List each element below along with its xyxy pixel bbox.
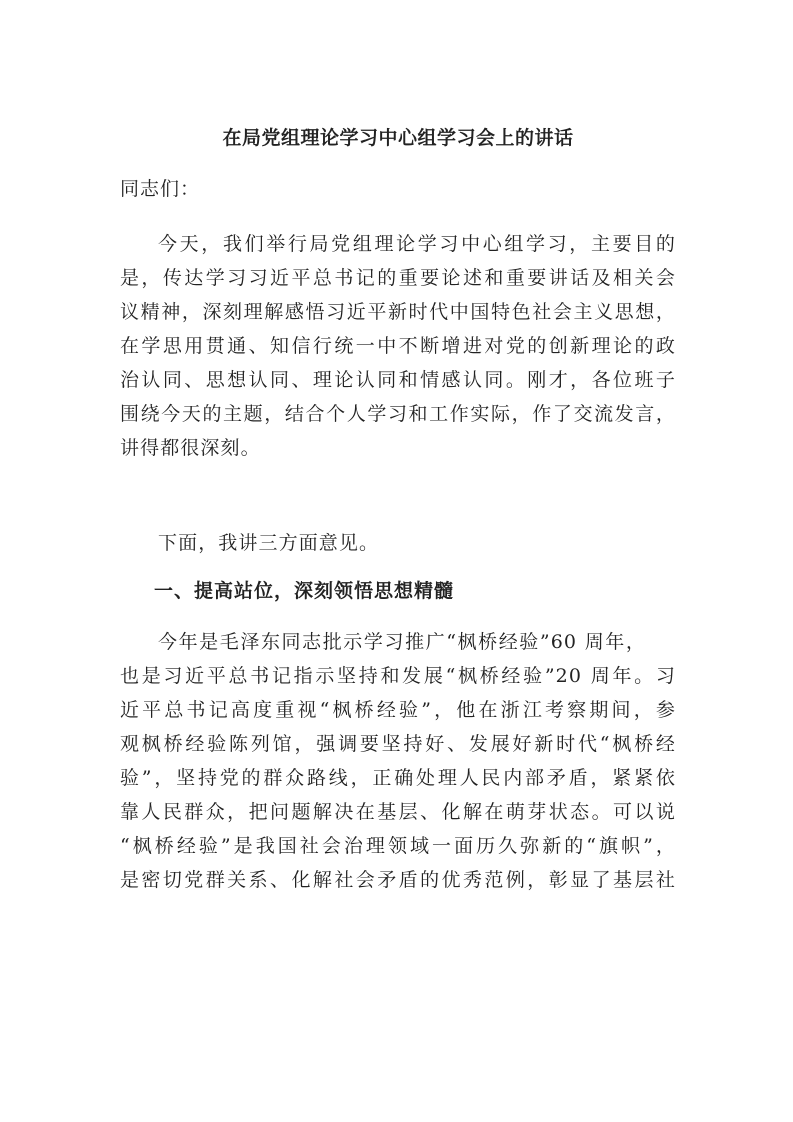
paragraph-opening (120, 227, 676, 465)
document-title: 在局党组理论学习中心组学习会上的讲话 (222, 127, 574, 149)
paragraph-line: 也是习近平总书记指示坚持和发展“枫桥经验”20 周年。习 (120, 665, 676, 687)
paragraph-line: 靠人民群众，把问题解决在基层、化解在萌芽状态。可以说 (120, 801, 676, 823)
paragraph-line: 验”，坚持党的群众路线，正确处理人民内部矛盾，紧紧依 (120, 767, 676, 789)
paragraph-line: 讲得都很深刻。 (120, 437, 261, 459)
section-heading-1: 一、提高站位，深刻领悟思想精髓 (154, 580, 455, 602)
paragraph-section-1 (120, 625, 676, 897)
paragraph-line: 今天，我们举行局党组理论学习中心组学习，主要目的 (158, 233, 676, 255)
paragraph-line: 下面，我讲三方面意见。 (158, 532, 380, 554)
paragraph-line: 观枫桥经验陈列馆，强调要坚持好、发展好新时代“枫桥经 (120, 733, 676, 755)
salutation: 同志们： (120, 178, 201, 200)
paragraph-line: “枫桥经验”是我国社会治理领域一面历久弥新的“旗帜”， (120, 835, 676, 857)
paragraph-line: 治认同、思想认同、理论认同和情感认同。刚才，各位班子 (120, 369, 676, 391)
paragraph-line: 今年是毛泽东同志批示学习推广“枫桥经验”60 周年， (158, 631, 646, 653)
paragraph-line: 围绕今天的主题，结合个人学习和工作实际，作了交流发言， (120, 403, 676, 425)
paragraph-line: 在学思用贯通、知信行统一中不断增进对党的创新理论的政 (120, 335, 676, 357)
paragraph-line: 是，传达学习习近平总书记的重要论述和重要讲话及相关会 (120, 267, 676, 289)
paragraph-intro (120, 526, 676, 560)
paragraph-line: 近平总书记高度重视“枫桥经验”，他在浙江考察期间，参 (120, 699, 676, 721)
paragraph-line: 是密切党群关系、化解社会矛盾的优秀范例，彰显了基层社 (120, 869, 676, 891)
paragraph-line: 议精神，深刻理解感悟习近平新时代中国特色社会主义思想， (120, 301, 676, 323)
